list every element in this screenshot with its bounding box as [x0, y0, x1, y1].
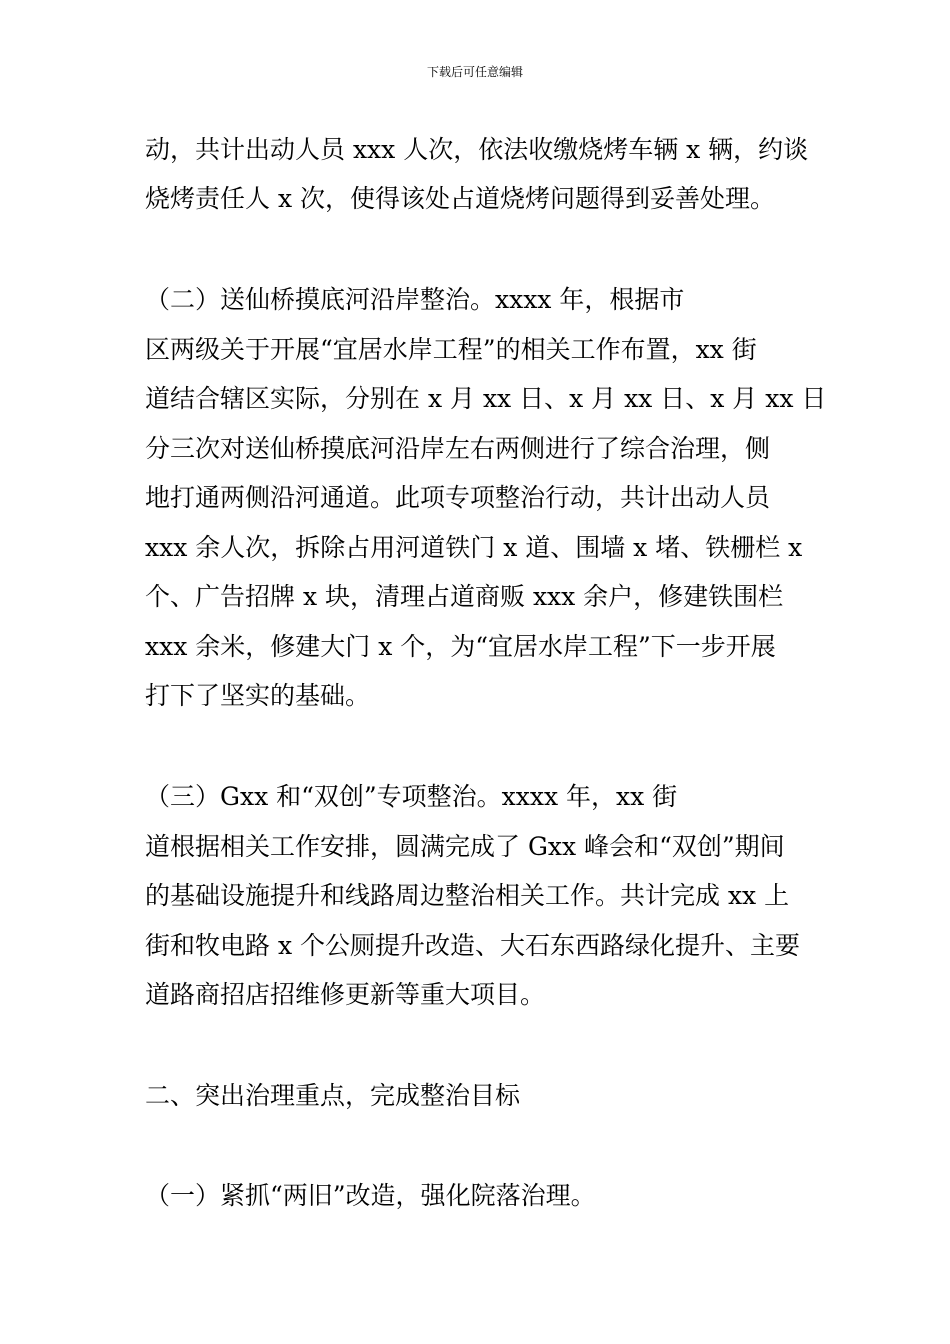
text-line: 的基础设施提升和线路周边整治相关工作。共计完成 xx 上: [145, 881, 790, 910]
text-line: 个、广告招牌 x 块，清理占道商贩 xxx 余户，修建铁围栏: [145, 582, 784, 611]
text-line: 动，共计出动人员 xxx 人次，依法收缴烧烤车辆 x 辆，约谈: [145, 135, 809, 164]
text-line: 打下了坚实的基础。: [145, 681, 371, 710]
text-line: 二、突出治理重点，完成整治目标: [145, 1081, 521, 1110]
text-line: xxx 余人次，拆除占用河道铁门 x 道、围墙 x 堵、铁栅栏 x: [145, 533, 803, 562]
text-line: 道路商招店招维修更新等重大项目。: [145, 980, 546, 1009]
text-line: 道根据相关工作安排，圆满完成了 Gxx 峰会和“双创”期间: [145, 832, 785, 861]
text-line: 道结合辖区实际，分别在 x 月 xx 日、x 月 xx 日、x 月 xx 日: [145, 384, 827, 413]
text-line: （一）紧抓“两旧”改造，强化院落治理。: [145, 1181, 596, 1210]
text-line: （二）送仙桥摸底河沿岸整治。xxxx 年，根据市: [145, 285, 685, 314]
text-line: 地打通两侧沿河通道。此项专项整治行动，共计出动人员: [145, 483, 771, 512]
text-line: xxx 余米，修建大门 x 个，为“宜居水岸工程”下一步开展: [145, 632, 776, 661]
page-header: 下载后可任意编辑: [426, 65, 523, 79]
text-line: 分三次对送仙桥摸底河沿岸左右两侧进行了综合治理，侧: [145, 434, 771, 463]
text-line: 烧烤责任人 x 次，使得该处占道烧烤问题得到妥善处理。: [145, 184, 775, 213]
text-line: （三）Gxx 和“双创”专项整治。xxxx 年，xx 街: [145, 782, 678, 811]
text-line: 街和牧电路 x 个公厕提升改造、大石东西路绿化提升、主要: [145, 931, 800, 960]
text-line: 区两级关于开展“宜居水岸工程”的相关工作布置，xx 街: [145, 335, 757, 364]
